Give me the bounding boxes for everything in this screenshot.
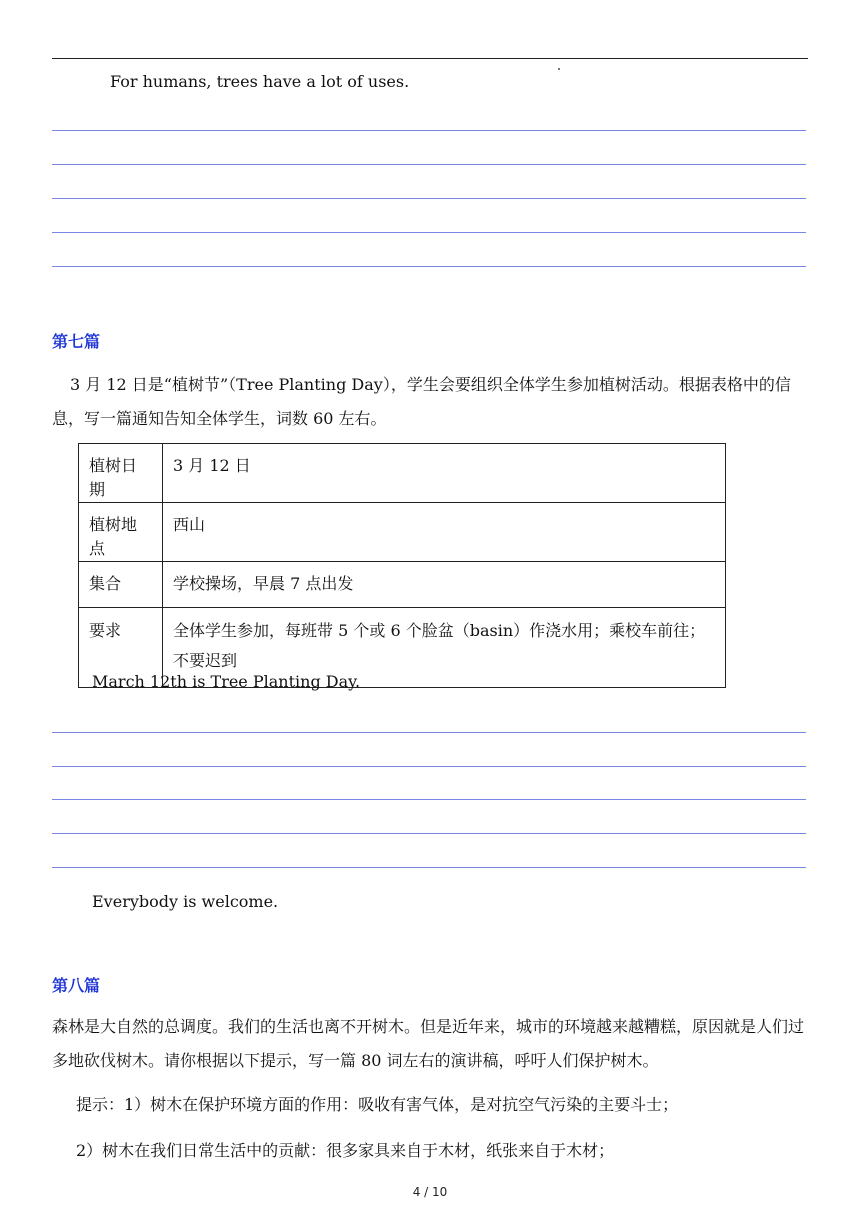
table-cell-label: 植树日期 — [79, 444, 163, 503]
section8-hint-1: 提示：1）树木在保护环境方面的作用：吸收有害气体，是对抗空气污染的主要斗士； — [76, 1095, 679, 1114]
page-number: 4 / 10 — [412, 1185, 448, 1199]
table-cell-value: 学校操场，早晨 7 点出发 — [163, 562, 726, 608]
section8-heading: 第八篇 — [52, 976, 101, 995]
section7-heading: 第七篇 — [52, 332, 101, 351]
section7-instruction: 3 月 12 日是“植树节”（Tree Planting Day），学生会要组织全体学生参加植树活动。根据表格中的信息，写一篇通知告知全体学生，词数 60 左右。 — [52, 375, 791, 428]
writing-line — [52, 164, 806, 165]
writing-line — [52, 732, 806, 733]
table-cell-label: 植树地点 — [79, 503, 163, 562]
table-cell-label: 要求 — [79, 608, 163, 688]
writing-line — [52, 266, 806, 267]
table-row — [79, 562, 726, 608]
writing-line — [52, 833, 806, 834]
section6-intro-sentence: For humans, trees have a lot of uses. — [110, 72, 410, 91]
speck-mark — [558, 68, 560, 70]
table-cell-label: 集合 — [79, 562, 163, 608]
writing-line — [52, 198, 806, 199]
writing-line — [52, 867, 806, 868]
table-cell-value: 西山 — [163, 503, 726, 562]
table-row — [79, 503, 726, 562]
table-cell-value: 全体学生参加，每班带 5 个或 6 个脸盆（basin）作浇水用；乘校车前往；不要迟到 — [163, 608, 726, 688]
section8-hint-2: 2）树木在我们日常生活中的贡献：很多家具来自于木材，纸张来自于木材； — [76, 1141, 615, 1160]
header-rule — [52, 58, 808, 59]
writing-line — [52, 799, 806, 800]
table-row — [79, 444, 726, 503]
writing-line — [52, 130, 806, 131]
section7-closing-sentence: Everybody is welcome. — [92, 892, 279, 911]
writing-line — [52, 766, 806, 767]
table-cell-value: 3 月 12 日 — [163, 444, 726, 503]
section8-instruction: 森林是大自然的总调度。我们的生活也离不开树木。但是近年来，城市的环境越来越糟糕，原因就是人们过多地砍伐树木。请你根据以下提示，写一篇 80 词左右的演讲稿，呼吁人们保护树木。 — [52, 1017, 805, 1070]
tree-planting-info-table — [78, 443, 726, 688]
section7-opening-sentence: March 12th is Tree Planting Day. — [92, 672, 361, 691]
writing-line — [52, 232, 806, 233]
